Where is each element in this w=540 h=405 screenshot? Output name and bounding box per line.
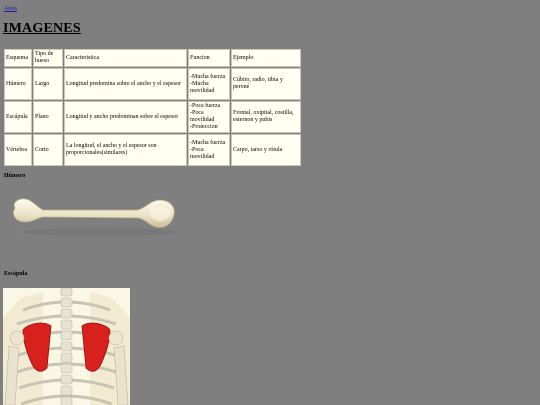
funcion-line: -Mucha fuerza (190, 139, 226, 146)
funcion-line: -Poca movilidad (190, 110, 215, 123)
cell-ejemplo: Frontal, oxipital, costilla, esternon y pubis (231, 101, 301, 133)
cell-funcion (188, 101, 230, 133)
cell-esquema: Vértebra (4, 134, 32, 166)
cell-ejemplo: Carpo, tarso y rótula (231, 134, 301, 166)
header-esquema: Esquema (4, 49, 32, 67)
header-caracteristica: Caracteristica (64, 49, 187, 67)
escapula-caption: Escápula (4, 271, 28, 277)
funcion-line: -Mucha movilidad (190, 80, 215, 94)
table-row (4, 134, 301, 166)
funcion-line: -Mucha fuerza (190, 73, 226, 80)
cell-caracteristica: La longitud, el ancho y el espesor son proporcionales(similares) (64, 134, 187, 166)
funcion-line: -Poca movilidad (190, 146, 215, 160)
funcion-line: -Proteccion (190, 124, 218, 130)
funcion-line: -Poca fuerza (190, 103, 221, 109)
table-row (4, 68, 301, 100)
cell-tipo: Largo (33, 68, 63, 100)
back-link[interactable]: Atras (4, 6, 17, 12)
cell-esquema: Escápula (4, 101, 32, 133)
cell-funcion (188, 68, 230, 100)
bone-types-table (3, 48, 302, 167)
humerus-image (9, 194, 177, 242)
cell-esquema: Húmero (4, 68, 32, 100)
cell-tipo: Plano (33, 101, 63, 133)
page-title: IMAGENES (3, 21, 81, 36)
header-tipo: Tipo de hueso (33, 49, 63, 67)
cell-caracteristica: Longitud predomina sobre el ancho y el espesor (64, 68, 187, 100)
cell-ejemplo: Cúbito, radio, tibia y peroné (231, 68, 301, 100)
table-row (4, 101, 301, 133)
header-ejemplo: Ejemplo (231, 49, 301, 67)
skeleton-back-illustration (3, 288, 130, 405)
table-header-row (4, 49, 301, 67)
scapula-image (3, 288, 130, 405)
cell-funcion (188, 134, 230, 166)
cell-caracteristica: Longitud y ancho predominan sobre el espesor (64, 101, 187, 133)
header-funcion: Funcion (188, 49, 230, 67)
humero-caption: Húmero (4, 173, 26, 179)
cell-tipo: Corto (33, 134, 63, 166)
